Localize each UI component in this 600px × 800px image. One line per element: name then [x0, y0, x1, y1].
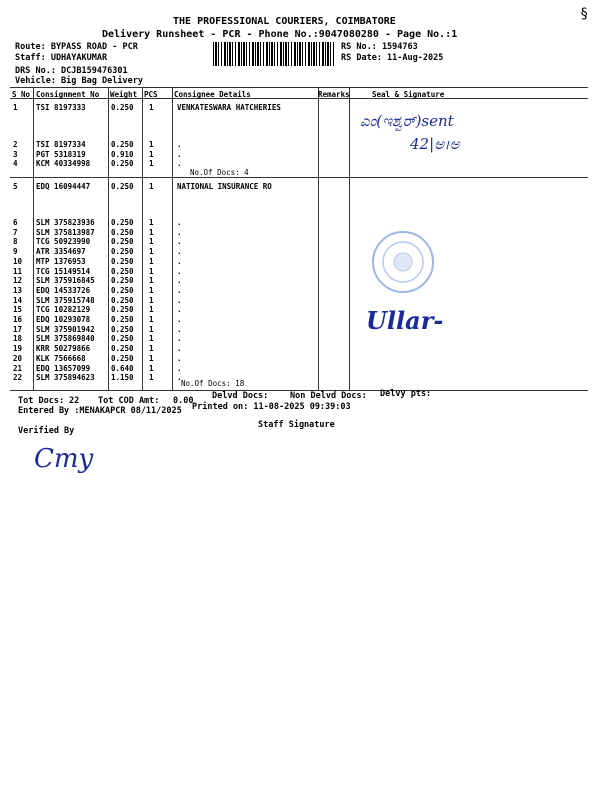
row-consignment: SLM 375823936 [36, 218, 95, 227]
row-consignment: EDQ 14533726 [36, 285, 91, 295]
row-sno: 14 [13, 295, 23, 305]
entered-by: Entered By :MENAKAPCR 08/11/2025 [18, 406, 182, 416]
col-header-consignment: Consignment No [36, 90, 100, 99]
receiver-signature: ಎಂ(ಇಶ್ವರ್)sent [360, 112, 454, 130]
delvy-pts: Delvy pts: [380, 389, 432, 399]
row-detail: . [177, 285, 182, 295]
row-pcs: 1 [149, 373, 154, 383]
company-title: THE PROFESSIONAL COURIERS, COIMBATORE [173, 16, 396, 27]
rs-date: RS Date: 11-Aug-2025 [341, 53, 444, 63]
row-detail: . [177, 344, 182, 354]
barcode [213, 42, 335, 66]
tot-cod-label: Tot COD Amt: [98, 396, 160, 406]
row-pcs: 1 [149, 285, 154, 295]
row-consignment: PGT 5318319 [36, 150, 86, 159]
row-sno: 8 [13, 237, 18, 247]
row-weight: 1.150 [111, 373, 134, 383]
row-sno: 19 [13, 344, 23, 354]
row-sno: 1 [13, 103, 18, 112]
row-pcs: 1 [149, 227, 154, 237]
row-detail: . [177, 373, 182, 383]
row-detail: . [177, 140, 182, 149]
row-detail: . [177, 324, 182, 334]
row-pcs: 1 [149, 237, 154, 247]
row-pcs: 1 [149, 182, 154, 191]
col-header-weight: Weight [110, 90, 138, 99]
row-sno: 9 [13, 247, 18, 257]
row-consignment: TCG 10282129 [36, 305, 91, 315]
row-consignment: TSI 8197333 [36, 103, 86, 112]
row-weight: 0.250 [111, 295, 134, 305]
row-weight: 0.640 [111, 363, 134, 373]
row-weight: 0.250 [111, 159, 134, 168]
non-delvd-docs: Non Delvd Docs: [290, 391, 367, 401]
row-detail: . [177, 353, 182, 363]
row-consignment: EDQ 10293078 [36, 315, 91, 324]
col-divider [318, 87, 319, 390]
row-detail: . [177, 363, 182, 373]
row-pcs: 1 [149, 334, 154, 344]
vehicle-label: Vehicle: Big Bag Delivery [15, 76, 143, 86]
row-weight: 0.250 [111, 334, 134, 344]
consignee-name: VENKATESWARA HATCHERIES [177, 103, 281, 112]
row-sno: 12 [13, 276, 23, 286]
row-sno: 2 [13, 140, 18, 149]
row-sno: 16 [13, 315, 23, 324]
row-detail: . [177, 276, 182, 286]
row-detail: . [177, 227, 182, 237]
row-pcs: 1 [149, 140, 154, 149]
row-pcs: 1 [149, 150, 154, 159]
row-weight: 0.250 [111, 324, 134, 334]
printed-on: Printed on: 11-08-2025 09:39:03 [192, 402, 351, 412]
row-detail: . [177, 150, 182, 159]
row-detail: . [177, 315, 182, 324]
verifier-signature: Cmy [34, 444, 94, 474]
row-detail: . [177, 159, 182, 168]
row-pcs: 1 [149, 305, 154, 315]
row-consignment: SLM 375894623 [36, 373, 95, 383]
staff-signature-label: Staff Signature [258, 420, 335, 430]
col-divider [142, 87, 143, 390]
row-detail: . [177, 334, 182, 344]
row-pcs: 1 [149, 353, 154, 363]
row-sno: 4 [13, 159, 18, 168]
row-pcs: 1 [149, 256, 154, 266]
staff-label: Staff: UDHAYAKUMAR [15, 53, 108, 63]
row-pcs: 1 [149, 363, 154, 373]
row-weight: 0.250 [111, 266, 134, 276]
row-weight: 0.250 [111, 256, 134, 266]
row-pcs: 1 [149, 315, 154, 324]
no-of-docs: No.Of Docs: 18 [181, 379, 245, 388]
row-sno: 17 [13, 324, 23, 334]
col-divider [349, 87, 350, 390]
row-pcs: 1 [149, 247, 154, 257]
row-sno: 3 [13, 150, 18, 159]
row-consignment: MTP 1376953 [36, 256, 86, 266]
row-consignment: KCM 40334998 [36, 159, 91, 168]
tot-docs-value: 22 [69, 396, 80, 406]
row-weight: 0.250 [111, 353, 134, 363]
row-consignment: SLM 375916845 [36, 276, 95, 286]
row-consignment: TSI 8197334 [36, 140, 86, 149]
row-consignment: TCG 50923990 [36, 237, 91, 247]
row-weight: 0.250 [111, 237, 134, 247]
receiver-signature-2: Ullar- [366, 306, 444, 335]
row-weight: 0.250 [111, 247, 134, 257]
receiver-signature-date: 42|ಅ।ಅ [410, 135, 460, 153]
row-sno: 10 [13, 256, 23, 266]
row-weight: 0.250 [111, 140, 134, 149]
tot-cod-value: 0.00 [173, 396, 194, 406]
delvd-docs: Delvd Docs: [212, 391, 269, 401]
col-header-seal: Seal & Signature [372, 90, 445, 99]
table-top-border [10, 87, 588, 88]
col-divider [172, 87, 173, 390]
row-weight: 0.250 [111, 305, 134, 315]
row-detail: . [177, 256, 182, 266]
row-sno: 5 [13, 182, 18, 191]
row-pcs: 1 [149, 103, 154, 112]
row-weight: 0.250 [111, 285, 134, 295]
row-consignment: SLM 375813987 [36, 227, 95, 237]
row-sno: 15 [13, 305, 23, 315]
rs-number: RS No.: 1594763 [341, 42, 418, 52]
no-of-docs: No.Of Docs: 4 [190, 168, 249, 177]
row-sno: 18 [13, 334, 23, 344]
consignee-name: NATIONAL INSURANCE RO [177, 182, 272, 191]
col-header-pcs: PCS [144, 90, 158, 99]
row-consignment: ATR 3354697 [36, 247, 86, 257]
tot-docs-label: Tot Docs: [18, 396, 65, 406]
row-sno: 21 [13, 363, 23, 373]
row-weight: 0.910 [111, 150, 134, 159]
row-detail: . [177, 266, 182, 276]
row-detail: . [177, 305, 182, 315]
col-header-sno: S No [12, 90, 31, 99]
row-consignment: KLK 7566668 [36, 353, 86, 363]
row-pcs: 1 [149, 344, 154, 354]
row-pcs: 1 [149, 266, 154, 276]
row-weight: 0.250 [111, 315, 134, 324]
row-sno: 6 [13, 218, 18, 227]
row-sno: 13 [13, 285, 23, 295]
runsheet-subtitle: Delivery Runsheet - PCR - Phone No.:9047080280 - Page No.:1 [102, 29, 458, 40]
route-label: Route: BYPASS ROAD - PCR [15, 42, 138, 52]
row-detail: . [177, 218, 182, 227]
row-pcs: 1 [149, 159, 154, 168]
row-pcs: 1 [149, 276, 154, 286]
row-weight: 0.250 [111, 182, 134, 191]
row-weight: 0.250 [111, 103, 134, 112]
col-divider [33, 87, 34, 390]
rubber-stamp [365, 228, 445, 298]
col-header-remarks: Remarks [318, 90, 350, 99]
row-detail: . [177, 247, 182, 257]
row-detail: . [177, 295, 182, 305]
col-header-consignee: Consignee Details [174, 90, 251, 99]
col-divider [108, 87, 109, 390]
row-sno: 20 [13, 353, 23, 363]
row-sno: 22 [13, 373, 23, 383]
row-pcs: 1 [149, 324, 154, 334]
row-pcs: 1 [149, 295, 154, 305]
row-weight: 0.250 [111, 344, 134, 354]
row-pcs: 1 [149, 218, 154, 227]
row-sno: 7 [13, 227, 18, 237]
row-consignment: SLM 375901942 [36, 324, 95, 334]
group-separator [10, 177, 588, 178]
row-consignment: SLM 375915748 [36, 295, 95, 305]
row-sno: 11 [13, 266, 23, 276]
drs-number: DRS No.: DCJB159476301 [15, 66, 128, 76]
row-consignment: KRR 50279866 [36, 344, 91, 354]
row-consignment: EDQ 13657099 [36, 363, 91, 373]
verified-by-label: Verified By [18, 426, 75, 436]
row-consignment: TCG 15149514 [36, 266, 91, 276]
row-consignment: EDQ 16094447 [36, 182, 91, 191]
row-weight: 0.250 [111, 276, 134, 286]
row-weight: 0.250 [111, 227, 134, 237]
row-detail: . [177, 237, 182, 247]
row-consignment: SLM 375869840 [36, 334, 95, 344]
row-weight: 0.250 [111, 218, 134, 227]
corner-mark: § [580, 6, 589, 22]
